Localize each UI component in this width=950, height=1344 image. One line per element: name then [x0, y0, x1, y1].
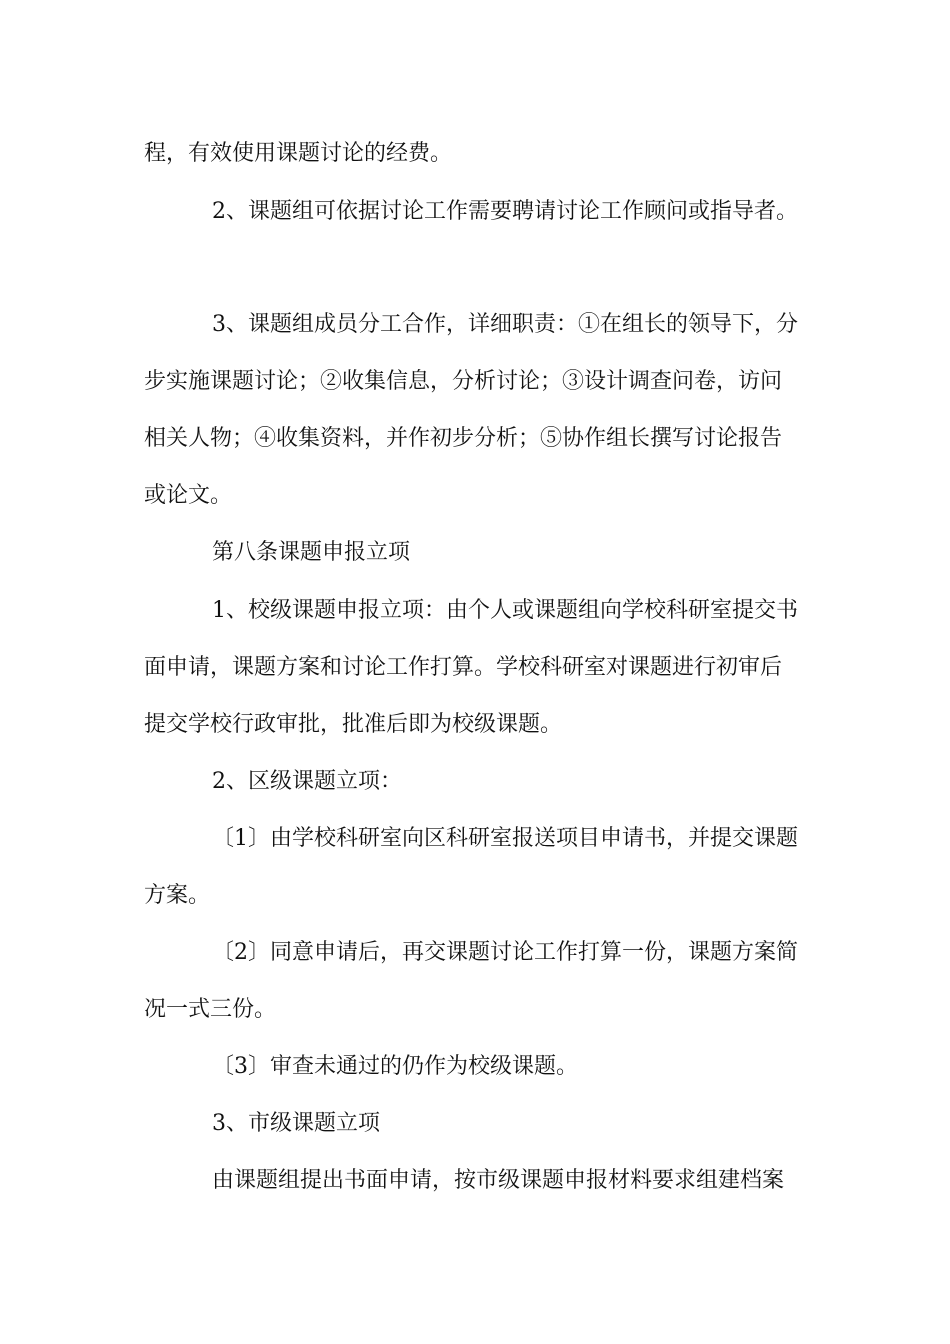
- text-line: 1、校级课题申报立项：由个人或课题组向学校科研室提交书: [212, 598, 798, 623]
- text-line: 提交学校行政审批，批准后即为校级课题。: [144, 712, 563, 737]
- text-line: 〔2〕同意申请后，再交课题讨论工作打算一份，课题方案简: [212, 940, 798, 965]
- text-line: 方案。: [144, 883, 211, 908]
- section-heading: 第八条课题申报立项: [212, 540, 411, 565]
- text-line: 〔1〕由学校科研室向区科研室报送项目申请书，并提交课题: [212, 826, 798, 851]
- text-line: 或论文。: [144, 483, 233, 508]
- text-line: 〔3〕审查未通过的仍作为校级课题。: [212, 1054, 578, 1079]
- text-line: 相关人物；④收集资料，并作初步分析；⑤协作组长撰写讨论报告: [144, 426, 783, 451]
- text-line: 由课题组提出书面申请，按市级课题申报材料要求组建档案: [212, 1168, 785, 1193]
- text-line: 面申请，课题方案和讨论工作打算。学校科研室对课题进行初审后: [144, 655, 783, 680]
- text-line: 3、课题组成员分工合作，详细职责：①在组长的领导下，分: [212, 312, 798, 337]
- text-line: 况一式三份。: [144, 997, 277, 1022]
- text-line: 2、课题组可依据讨论工作需要聘请讨论工作顾问或指导者。: [212, 199, 798, 224]
- text-line: 2、区级课题立项：: [212, 769, 402, 794]
- text-line: 3、市级课题立项: [212, 1111, 380, 1136]
- text-line: 步实施课题讨论；②收集信息，分析讨论；③设计调查问卷，访问: [144, 369, 783, 394]
- text-line: 程，有效使用课题讨论的经费。: [144, 141, 453, 166]
